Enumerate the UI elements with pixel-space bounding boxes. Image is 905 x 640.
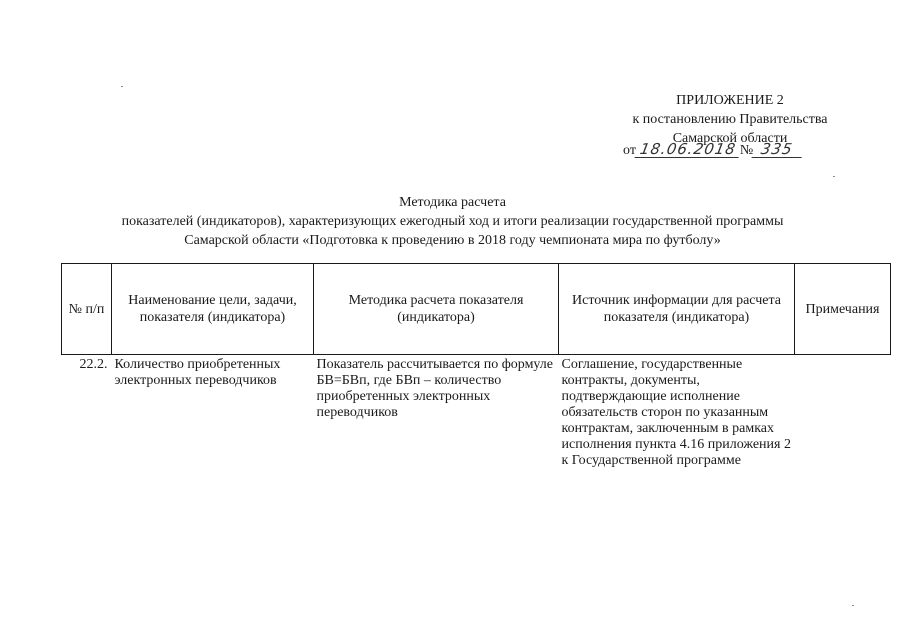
table-row bbox=[62, 355, 891, 470]
appendix-subtitle: к постановлению Правительства bbox=[632, 112, 828, 127]
date-prefix: от bbox=[623, 143, 636, 158]
row-source: Соглашение, государственные контракты, документы, подтверждающие исполнение обязательств сторон по указанным контрактам, заключенным в рамках исполнения пункта 4.16 приложения 2 к Государственной программе bbox=[561, 357, 791, 468]
decree-date-handwritten: 18.06.2018 bbox=[634, 141, 741, 158]
header-notes: Примечания bbox=[795, 264, 891, 355]
header-name: Наименование цели, задачи, показателя (индикатора) bbox=[112, 264, 314, 355]
header-source: Источник информации для расчета показателя (индикатора) bbox=[559, 264, 795, 355]
title-line-2: показателей (индикаторов), характеризующих ежегодный ход и итоги реализации государственной программы bbox=[121, 214, 784, 229]
row-notes bbox=[795, 355, 891, 470]
header-method: Методика расчета показателя (индикатора) bbox=[314, 264, 559, 355]
decree-number-handwritten: 335 bbox=[752, 141, 805, 158]
row-number: 22.2. bbox=[79, 357, 108, 372]
table-header-row bbox=[62, 264, 891, 355]
header-number: № п/п bbox=[62, 264, 112, 355]
scan-speck bbox=[121, 86, 123, 87]
title-line-1: Методика расчета bbox=[399, 195, 506, 210]
title-line-3: Самарской области «Подготовка к проведению в 2018 году чемпионата мира по футболу» bbox=[184, 233, 721, 248]
number-sign: № bbox=[739, 143, 754, 158]
document-title bbox=[40, 193, 865, 250]
row-name: Количество приобретенных электронных переводчиков bbox=[114, 357, 281, 388]
decree-date-line bbox=[623, 141, 803, 161]
scan-speck bbox=[852, 605, 854, 606]
appendix-region: Самарской области bbox=[672, 131, 788, 146]
row-method: Показатель рассчитывается по формуле БВ=БВп, где БВп – количество приобретенных электронных переводчиков bbox=[316, 357, 554, 420]
indicators-table bbox=[61, 263, 891, 469]
appendix-title: ПРИЛОЖЕНИЕ 2 bbox=[676, 93, 784, 108]
scan-speck bbox=[833, 176, 835, 177]
